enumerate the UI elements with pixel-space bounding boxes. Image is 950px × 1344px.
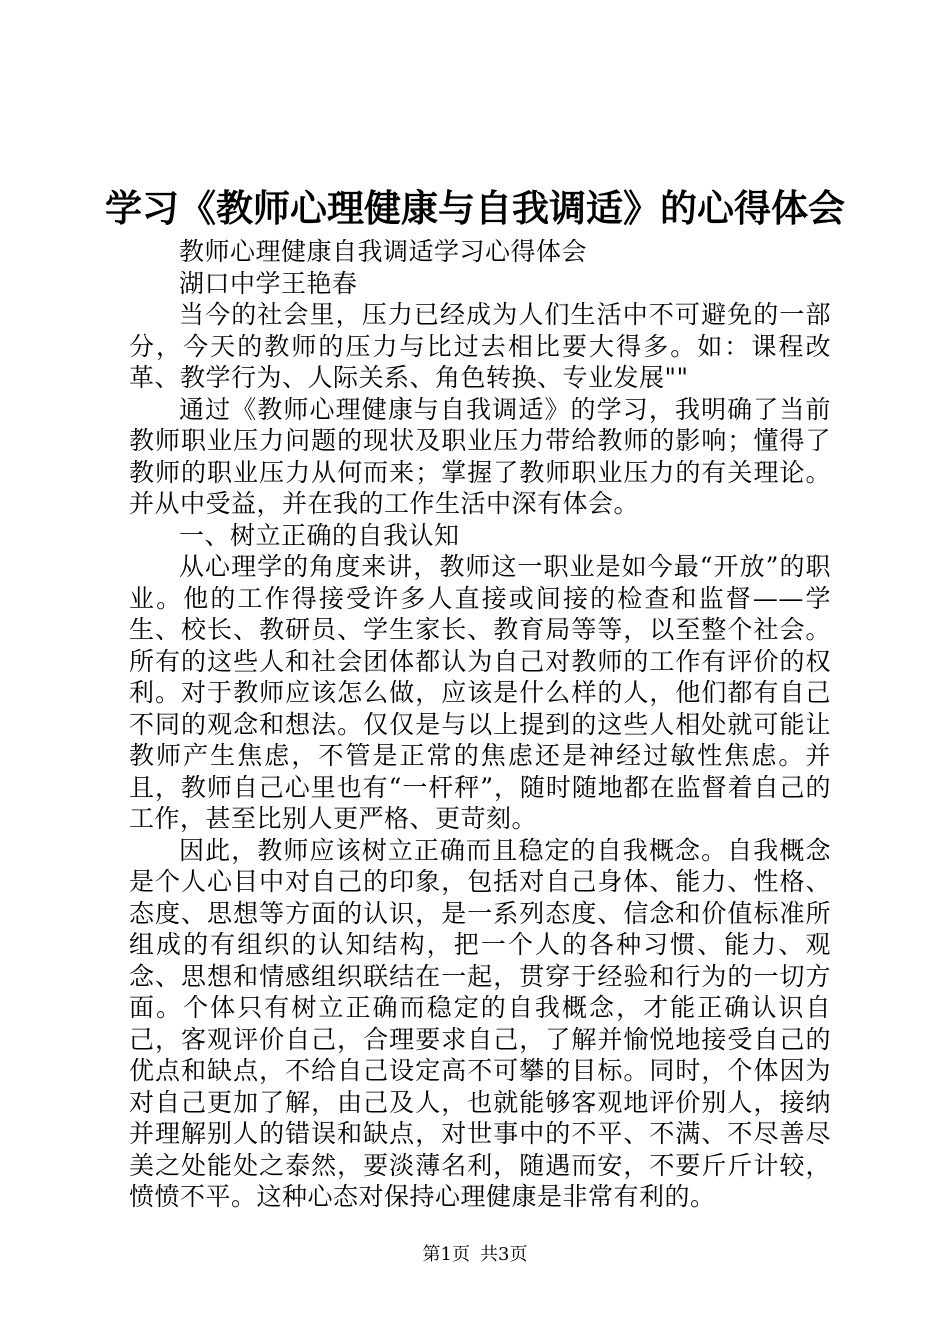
page-number-current: 第1页 [422,1244,470,1265]
body-paragraph: 因此，教师应该树立正确而且稳定的自我概念。自我概念是个人心目中对自己的印象，包括对自己身体、能力、性格、态度、思想等方面的认识，是一系列态度、信念和价值标准所组成的有组织的认知结构，把一个人的各种习惯、能力、观念、思想和情感组织联结在一起，贯穿于经验和行为的一切方面。个体只有树立正确而稳定的自我概念，才能正确认识自己，客观评价自己，合理要求自己，了解并愉悦地接受自己的优点和缺点，不给自己设定高不可攀的目标。同时，个体因为对自己更加了解，由己及人，也就能够客观地评价别人，接纳并理解别人的错误和缺点，对世事中的不平、不满、不尽善尽美之处能处之泰然，要淡薄名利，随遇而安，不要斤斤计较，愤愤不平。这种心态对保持心理健康是非常有利的。 [129,835,831,1211]
section-heading: 一、树立正确的自我认知 [179,520,460,550]
author-paragraph: 湖口中学王艳春 [179,268,358,298]
page-footer [0,1242,950,1268]
body-paragraph: 当今的社会里，压力已经成为人们生活中不可避免的一部分，今天的教师的压力与比过去相比要大得多。如：课程改革、教学行为、人际关系、角色转换、专业发展"" [129,300,831,392]
body-paragraph: 通过《教师心理健康与自我调适》的学习，我明确了当前教师职业压力问题的现状及职业压力带给教师的影响；懂得了教师的职业压力从何而来；掌握了教师职业压力的有关理论。并从中受益，并在我的工作生活中深有体会。 [129,394,831,518]
body-paragraph: 从心理学的角度来讲，教师这一职业是如今最“开放”的职业。他的工作得接受许多人直接或间接的检查和监督——学生、校长、教研员、学生家长、教育局等等，以至整个社会。所有的这些人和社会团体都认为自己对教师的工作有评价的权利。对于教师应该怎么做，应该是什么样的人，他们都有自己不同的观念和想法。仅仅是与以上提到的这些人相处就可能让教师产生焦虑，不管是正常的焦虑还是神经过敏性焦虑。并且，教师自己心里也有“一杆秤”，随时随地都在监督着自己的工作，甚至比别人更严格、更苛刻。 [129,552,831,833]
document-body [129,236,831,1213]
subtitle-paragraph: 教师心理健康自我调适学习心得体会 [179,237,588,266]
page-number-total: 共3页 [480,1244,528,1265]
document-title: 学习《教师心理健康与自我调适》的心得体会 [105,186,845,230]
